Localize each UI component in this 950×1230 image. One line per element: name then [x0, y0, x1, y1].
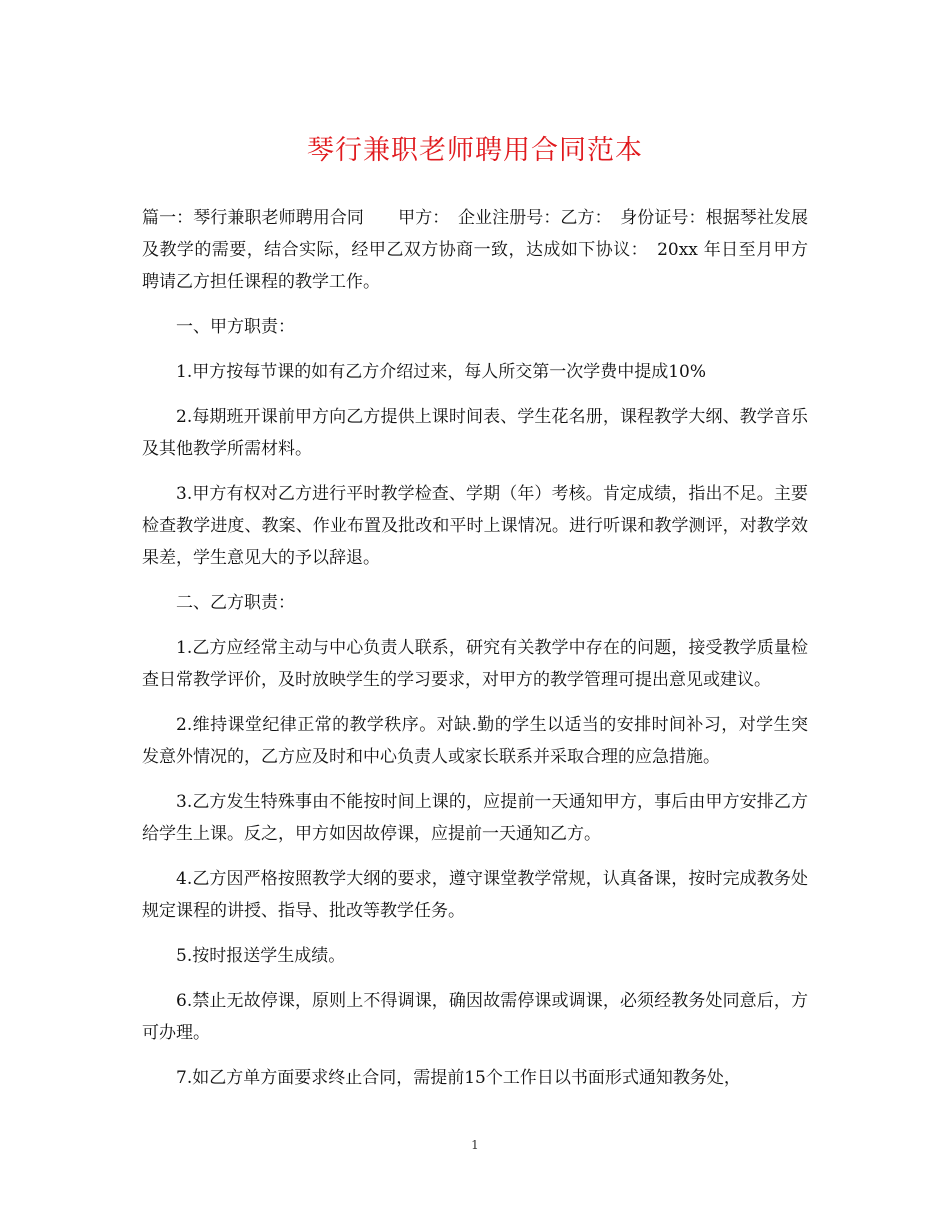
- document-body: [142, 202, 808, 1107]
- paragraph-party-b-3: 3.乙方发生特殊事由不能按时间上课的，应提前一天通知甲方，事后由甲方安排乙方给学生上课。反之，甲方如因故停课，应提前一天通知乙方。: [142, 792, 808, 844]
- page-number: 1: [471, 1138, 479, 1152]
- paragraph-party-b-7: 7.如乙方单方面要求终止合同，需提前15个工作日以书面形式通知教务处，: [176, 1068, 741, 1088]
- paragraph-party-b-6: 6.禁止无故停课，原则上不得调课，确因故需停课或调课，必须经教务处同意后，方可办理。: [142, 991, 808, 1043]
- paragraph-party-b-4: 4.乙方因严格按照教学大纲的要求，遵守课堂教学常规，认真备课，按时完成教务处规定课程的讲授、指导、批改等教学任务。: [142, 869, 808, 921]
- paragraph-party-a-3: 3.甲方有权对乙方进行平时教学检查、学期（年）考核。肯定成绩，指出不足。主要检查教学进度、教案、作业布置及批改和平时上课情况。进行听课和教学测评，对教学效果差，学生意见大的予以辞退。: [142, 484, 808, 568]
- paragraph-party-b-1: 1.乙方应经常主动与中心负责人联系，研究有关教学中存在的问题，接受教学质量检查日常教学评价，及时放映学生的学习要求，对甲方的教学管理可提出意见或建议。: [142, 638, 808, 690]
- document-title: 琴行兼职老师聘用合同范本: [307, 135, 643, 166]
- paragraph-party-b-2: 2.维持课堂纪律正常的教学秩序。对缺.勤的学生以适当的安排时间补习，对学生突发意外情况的，乙方应及时和中心负责人或家长联系并采取合理的应急措施。: [142, 715, 808, 767]
- paragraph-intro: 篇一：琴行兼职老师聘用合同 甲方： 企业注册号：乙方： 身份证号：根据琴社发展及教学的需要，结合实际，经甲乙双方协商一致，达成如下协议： 20xx 年日至月甲方聘请乙方担任课程的教学工作。: [142, 208, 808, 292]
- section-heading-party-b: 二、乙方职责：: [176, 593, 295, 613]
- paragraph-party-b-5: 5.按时报送学生成绩。: [176, 946, 346, 966]
- section-heading-party-a: 一、甲方职责：: [176, 317, 295, 337]
- paragraph-party-a-1: 1.甲方按每节课的如有乙方介绍过来，每人所交第一次学费中提成10%: [176, 362, 707, 382]
- paragraph-party-a-2: 2.每期班开课前甲方向乙方提供上课时间表、学生花名册，课程教学大纲、教学音乐及其他教学所需材料。: [142, 407, 808, 459]
